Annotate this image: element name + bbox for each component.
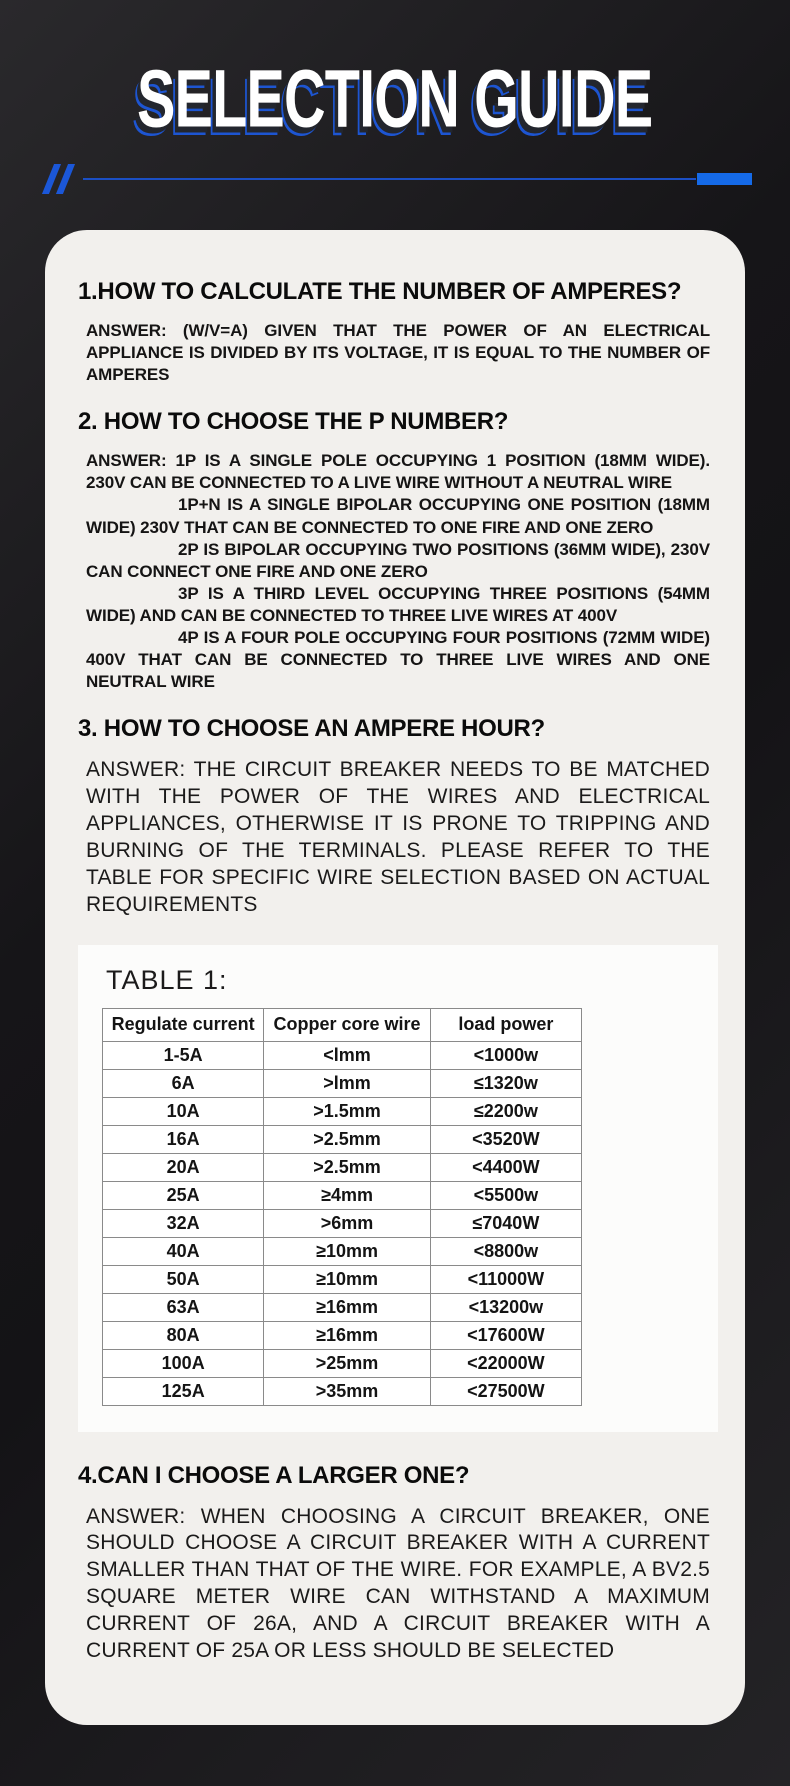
page-title: SELECTION GUIDE [137, 53, 653, 145]
section-ampere-hour [78, 715, 712, 918]
table-row [103, 1321, 582, 1349]
cell-copper-core-wire: >6mm [264, 1209, 430, 1237]
cell-regulate-current: 6A [103, 1069, 264, 1097]
table-header-row [103, 1008, 582, 1041]
cell-copper-core-wire: ≥16mm [264, 1321, 430, 1349]
cell-regulate-current: 125A [103, 1377, 264, 1405]
section-answer-line: ANSWER: 1P IS A SINGLE POLE OCCUPYING 1 POSITION (18MM WIDE). 230V CAN BE CONNECTED TO A LIVE WIRE WITHOUT A NEUTRAL WIRE [86, 451, 710, 493]
cell-regulate-current: 10A [103, 1097, 264, 1125]
cell-load-power: <1000w [430, 1041, 581, 1069]
table-title: TABLE 1: [106, 964, 228, 995]
wire-selection-table-panel [78, 945, 718, 1432]
section-answer: ANSWER: THE CIRCUIT BREAKER NEEDS TO BE MATCHED WITH THE POWER OF THE WIRES AND ELECTRICAL APPLIANCES, OTHERWISE IT IS PRONE TO TRIPPING AND BURNING OF THE TERMINALS. PLEASE REFER TO THE TABLE FOR SPECIFIC WIRE SELECTION BASED ON ACTUAL REQUIREMENTS [86, 758, 710, 916]
section-answer: ANSWER: (W/V=A) GIVEN THAT THE POWER OF AN ELECTRICAL APPLIANCE IS DIVIDED BY ITS VOLTAGE, IT IS EQUAL TO THE NUMBER OF AMPERES [86, 321, 710, 385]
cell-load-power: <4400W [430, 1153, 581, 1181]
cell-copper-core-wire: ≥10mm [264, 1265, 430, 1293]
section-answer-line: 3P IS A THIRD LEVEL OCCUPYING THREE POSITIONS (54MM WIDE) AND CAN BE CONNECTED TO THREE LIVE WIRES AT 400V [86, 583, 710, 625]
section-answer-line: 2P IS BIPOLAR OCCUPYING TWO POSITIONS (36MM WIDE), 230V CAN CONNECT ONE FIRE AND ONE ZERO [86, 539, 710, 581]
cell-regulate-current: 25A [103, 1181, 264, 1209]
double-slash-icon [48, 164, 69, 194]
wire-table-body [103, 1041, 582, 1405]
cell-copper-core-wire: >1.5mm [264, 1097, 430, 1125]
table-row [103, 1237, 582, 1265]
divider-line [83, 178, 696, 180]
cell-copper-core-wire: ≥16mm [264, 1293, 430, 1321]
cell-load-power: ≤2200w [430, 1097, 581, 1125]
table-row [103, 1293, 582, 1321]
section-heading: 2. HOW TO CHOOSE THE P NUMBER? [78, 408, 509, 436]
section-heading: 1.HOW TO CALCULATE THE NUMBER OF AMPERES? [78, 278, 682, 305]
cell-load-power: <8800w [430, 1237, 581, 1265]
col-header-regulate-current: Regulate current [103, 1008, 264, 1041]
cell-copper-core-wire: ≥10mm [264, 1237, 430, 1265]
cell-regulate-current: 63A [103, 1293, 264, 1321]
divider-end-bar [697, 173, 752, 185]
section-answer-line: 4P IS A FOUR POLE OCCUPYING FOUR POSITIONS (72MM WIDE) 400V THAT CAN BE CONNECTED TO THREE LIVE WIRES AND ONE NEUTRAL WIRE [86, 628, 710, 692]
cell-load-power: ≤7040W [430, 1209, 581, 1237]
cell-regulate-current: 80A [103, 1321, 264, 1349]
table-row [103, 1153, 582, 1181]
cell-copper-core-wire: >35mm [264, 1377, 430, 1405]
header-divider [48, 162, 752, 196]
table-row [103, 1069, 582, 1097]
cell-load-power: <27500W [430, 1377, 581, 1405]
table-row [103, 1041, 582, 1069]
cell-load-power: <17600W [430, 1321, 581, 1349]
table-row [103, 1209, 582, 1237]
cell-copper-core-wire: >25mm [264, 1349, 430, 1377]
section-larger-one [78, 1462, 712, 1665]
table-row [103, 1097, 582, 1125]
cell-regulate-current: 16A [103, 1125, 264, 1153]
cell-copper-core-wire: >2.5mm [264, 1125, 430, 1153]
cell-load-power: ≤1320w [430, 1069, 581, 1097]
section-heading: 4.CAN I CHOOSE A LARGER ONE? [78, 1461, 470, 1489]
section-heading: 3. HOW TO CHOOSE AN AMPERE HOUR? [78, 715, 545, 743]
cell-load-power: <22000W [430, 1349, 581, 1377]
cell-load-power: <5500w [430, 1181, 581, 1209]
table-row [103, 1265, 582, 1293]
section-answer: ANSWER: WHEN CHOOSING A CIRCUIT BREAKER, ONE SHOULD CHOOSE A CIRCUIT BREAKER WITH A CURRENT SMALLER THAN THAT OF THE WIRE. FOR EXAMPLE, A BV2.5 SQUARE METER WIRE CAN WITHSTAND A MAXIMUM CURRENT OF 26A, AND A CIRCUIT BREAKER WITH A CURRENT OF 25A OR LESS SHOULD BE SELECTED [86, 1504, 710, 1662]
cell-regulate-current: 32A [103, 1209, 264, 1237]
col-header-copper-core-wire: Copper core wire [264, 1008, 430, 1041]
cell-regulate-current: 20A [103, 1153, 264, 1181]
cell-copper-core-wire: >2.5mm [264, 1153, 430, 1181]
cell-regulate-current: 100A [103, 1349, 264, 1377]
table-row [103, 1349, 582, 1377]
section-amperes [78, 278, 712, 386]
table-row [103, 1125, 582, 1153]
content-card [45, 230, 745, 1725]
wire-selection-table [102, 1008, 582, 1406]
cell-copper-core-wire: <lmm [264, 1041, 430, 1069]
cell-regulate-current: 1-5A [103, 1041, 264, 1069]
section-answer-line: 1P+N IS A SINGLE BIPOLAR OCCUPYING ONE POSITION (18MM WIDE) 230V THAT CAN BE CONNECTED TO ONE FIRE AND ONE ZERO [86, 495, 710, 537]
section-p-number [78, 408, 712, 693]
table-row [103, 1181, 582, 1209]
cell-load-power: <3520W [430, 1125, 581, 1153]
cell-load-power: <13200w [430, 1293, 581, 1321]
cell-regulate-current: 50A [103, 1265, 264, 1293]
cell-regulate-current: 40A [103, 1237, 264, 1265]
table-row [103, 1377, 582, 1405]
cell-copper-core-wire: >lmm [264, 1069, 430, 1097]
page-header [0, 0, 790, 150]
cell-load-power: <11000W [430, 1265, 581, 1293]
cell-copper-core-wire: ≥4mm [264, 1181, 430, 1209]
col-header-load-power: load power [430, 1008, 581, 1041]
